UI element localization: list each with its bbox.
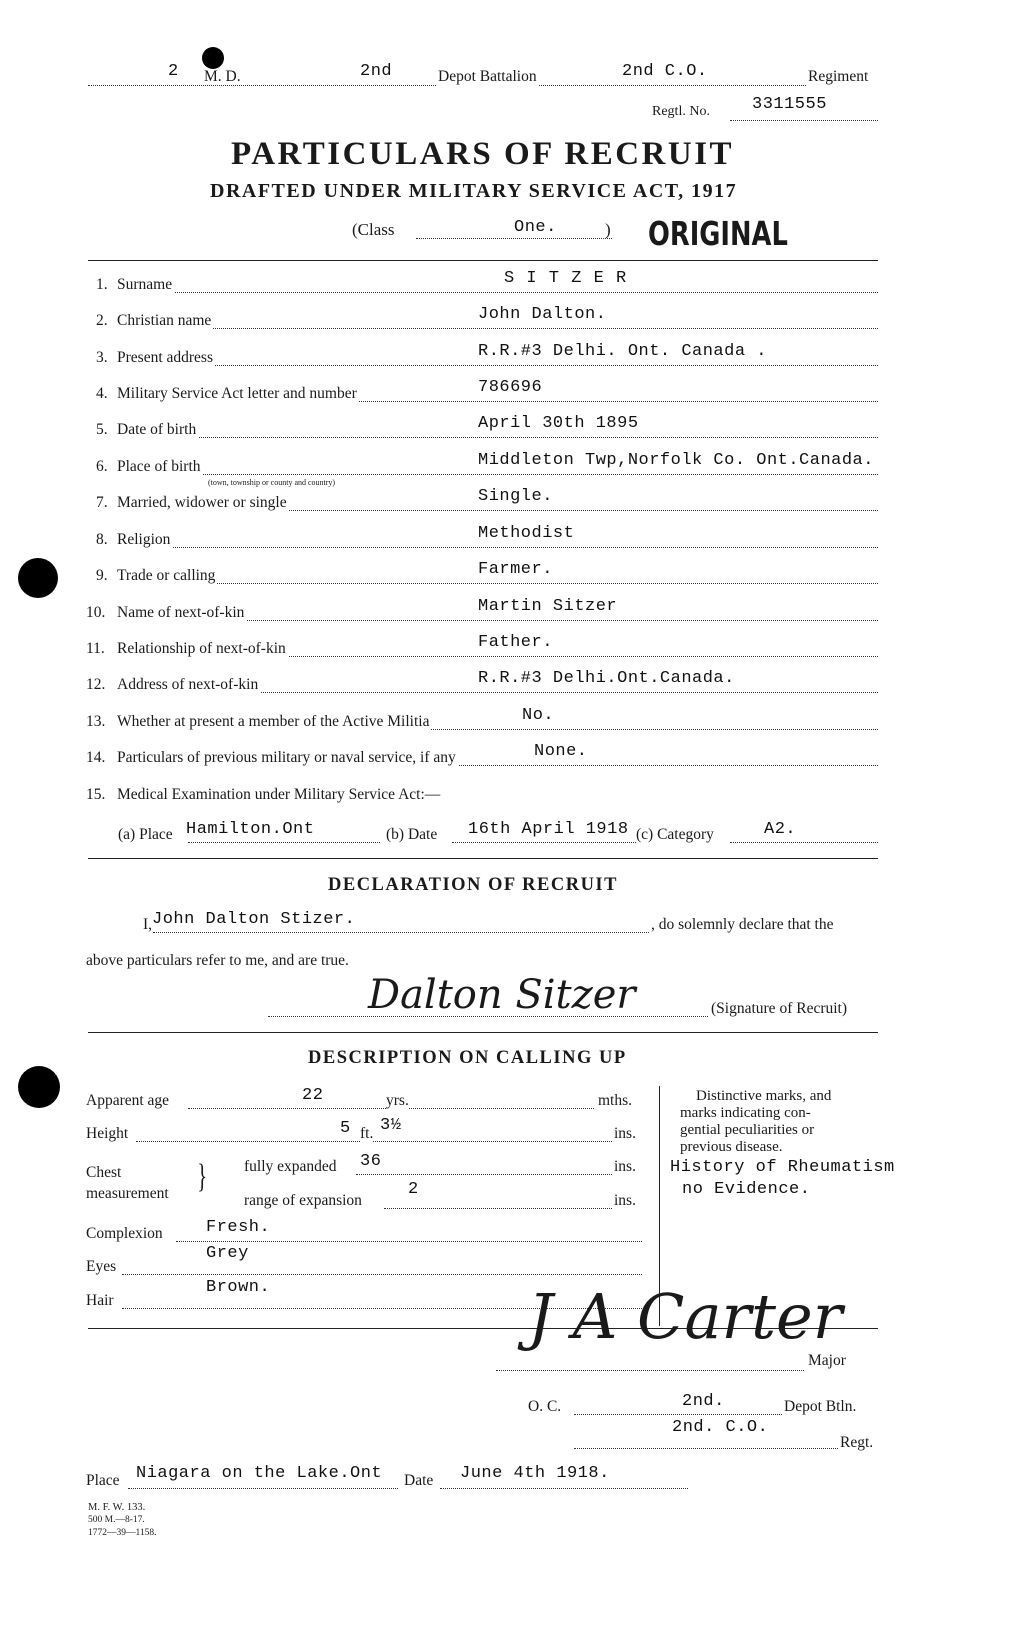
btn-label: Depot Btln.	[784, 1398, 857, 1415]
regiment-label: Regiment	[808, 68, 869, 85]
chest-range-value: 2	[408, 1180, 419, 1199]
item-label: Relationship of next-of-kin	[117, 640, 286, 657]
item-label: Date of birth	[117, 421, 197, 438]
form-subtitle: DRAFTED UNDER MILITARY SERVICE ACT, 1917	[210, 180, 738, 202]
height-ins: ins.	[614, 1125, 636, 1142]
height-ft-label: ft.	[360, 1125, 374, 1142]
depot-value: 2nd	[360, 62, 393, 81]
medical-category-value: A2.	[764, 820, 797, 839]
item-number: 6.	[96, 458, 108, 475]
md-value: 2	[168, 62, 179, 81]
chest-label-1: Chest	[86, 1164, 122, 1181]
chest-fully-ins: ins.	[614, 1158, 636, 1175]
item-label: Trade or calling	[117, 567, 216, 584]
form-number-line: 1772—39—1158.	[88, 1528, 157, 1538]
punch-hole-middle	[18, 558, 58, 598]
class-value: One.	[514, 218, 557, 237]
punch-hole-top	[202, 47, 224, 69]
complexion-value: Fresh.	[206, 1218, 271, 1237]
regt-label: Regt.	[840, 1434, 874, 1451]
item-number: 8.	[96, 531, 108, 548]
item-value: April 30th 1895	[478, 414, 639, 433]
item-value: Farmer.	[478, 560, 553, 579]
recruit-signature: Dalton Sitzer	[368, 972, 636, 1018]
md-label: M. D.	[204, 68, 241, 85]
marks-value-line: History of Rheumatism	[670, 1158, 895, 1177]
marks-heading-line: gential peculiarities or	[680, 1122, 815, 1138]
age-yrs: yrs.	[386, 1092, 409, 1109]
medical-date-value: 16th April 1918	[468, 820, 629, 839]
item-number: 2.	[96, 312, 108, 329]
footer-date-label: Date	[404, 1472, 434, 1489]
item-number: 15.	[86, 786, 106, 803]
recruit-signature-label: (Signature of Recruit)	[711, 1000, 848, 1017]
item-number: 11.	[86, 640, 105, 657]
oc-label: O. C.	[528, 1398, 562, 1415]
item-number: 4.	[96, 385, 108, 402]
footer-date-value: June 4th 1918.	[460, 1464, 610, 1483]
item-label: Military Service Act letter and number	[117, 385, 357, 402]
regtl-label: Regtl. No.	[652, 104, 710, 119]
item-number: 12.	[86, 676, 106, 693]
item-label: Present address	[117, 349, 213, 366]
declaration-solemn: , do solemnly declare that the	[651, 916, 834, 933]
item-value: R.R.#3 Delhi. Ont. Canada .	[478, 342, 767, 361]
item-number: 10.	[86, 604, 106, 621]
regt-value: 2nd. C.O.	[672, 1418, 769, 1437]
hair-label: Hair	[86, 1292, 114, 1309]
height-label: Height	[86, 1125, 129, 1142]
birth-note: (town, township or county and country)	[208, 478, 336, 487]
declaration-i: I,	[143, 916, 153, 933]
eyes-label: Eyes	[86, 1258, 117, 1275]
item-label: Religion	[117, 531, 171, 548]
chest-range-ins: ins.	[614, 1192, 636, 1209]
declaration-name: John Dalton Stizer.	[152, 910, 356, 929]
item-value: 786696	[478, 378, 543, 397]
item-label: Medical Examination under Military Service Act:—	[117, 786, 441, 803]
hair-value: Brown.	[206, 1278, 271, 1297]
medical-place-value: Hamilton.Ont	[186, 820, 315, 839]
item-label: Married, widower or single	[117, 494, 287, 511]
chest-brace: }	[197, 1158, 208, 1195]
item-value: Middleton Twp,Norfolk Co. Ont.Canada.	[478, 451, 874, 470]
item-label: Surname	[117, 276, 173, 293]
complexion-label: Complexion	[86, 1225, 163, 1242]
age-value: 22	[302, 1086, 324, 1105]
item-number: 14.	[86, 749, 106, 766]
form-number-line: M. F. W. 133.	[88, 1502, 146, 1513]
chest-label-2: measurement	[86, 1185, 169, 1202]
item-value: Methodist	[478, 524, 575, 543]
marks-heading-line: marks indicating con-	[680, 1105, 811, 1121]
regiment-value: 2nd C.O.	[622, 62, 708, 81]
footer-place-value: Niagara on the Lake.Ont	[136, 1464, 383, 1483]
chest-fully-value: 36	[360, 1152, 382, 1171]
item-label: Particulars of previous military or naval service, if any	[117, 749, 456, 766]
btn-value: 2nd.	[682, 1392, 725, 1411]
description-heading: DESCRIPTION ON CALLING UP	[308, 1048, 627, 1068]
item-value: None.	[534, 742, 588, 761]
form-title: PARTICULARS OF RECRUIT	[231, 136, 735, 172]
declaration-heading: DECLARATION OF RECRUIT	[328, 875, 618, 895]
item-label: Name of next-of-kin	[117, 604, 245, 621]
chest-range-label: range of expansion	[244, 1192, 362, 1209]
height-ft-value: 5	[340, 1119, 351, 1138]
class-close: )	[605, 220, 611, 239]
form-number-line: 500 M.—8-17.	[88, 1515, 145, 1525]
marks-value-line: no Evidence.	[682, 1180, 811, 1199]
height-in-value: 3½	[380, 1116, 402, 1135]
age-label: Apparent age	[86, 1092, 170, 1109]
item-value: Father.	[478, 633, 553, 652]
class-label: (Class	[352, 220, 395, 239]
item-number: 1.	[96, 276, 108, 293]
item-number: 7.	[96, 494, 108, 511]
depot-label: Depot Battalion	[438, 68, 537, 85]
chest-fully-label: fully expanded	[244, 1158, 337, 1175]
marks-heading-line: Distinctive marks, and	[696, 1088, 832, 1104]
marks-heading-line: previous disease.	[680, 1139, 783, 1155]
eyes-value: Grey	[206, 1244, 249, 1263]
officer-signature: J A Carter	[528, 1280, 843, 1353]
item-value: S I T Z E R	[504, 269, 628, 288]
item-value: Single.	[478, 487, 553, 506]
item-number: 13.	[86, 713, 106, 730]
item-value: John Dalton.	[478, 305, 607, 324]
footer-place-label: Place	[86, 1472, 120, 1489]
item-label: Address of next-of-kin	[117, 676, 259, 693]
item-number: 3.	[96, 349, 108, 366]
item-number: 9.	[96, 567, 108, 584]
item-label: Christian name	[117, 312, 212, 329]
medical-place-label: (a) Place	[118, 826, 173, 843]
punch-hole-lower	[18, 1066, 60, 1108]
declaration-true: above particulars refer to me, and are true.	[86, 952, 349, 969]
age-mths: mths.	[598, 1092, 633, 1109]
item-value: Martin Sitzer	[478, 597, 618, 616]
medical-category-label: (c) Category	[636, 826, 714, 843]
regtl-value: 3311555	[752, 95, 827, 114]
item-number: 5.	[96, 421, 108, 438]
original-stamp: ORIGINAL	[648, 214, 788, 253]
officer-rank: Major	[808, 1352, 846, 1369]
item-value: No.	[522, 706, 555, 725]
item-value: R.R.#3 Delhi.Ont.Canada.	[478, 669, 735, 688]
item-label: Place of birth	[117, 458, 201, 475]
medical-date-label: (b) Date	[386, 826, 438, 843]
item-label: Whether at present a member of the Active Militia	[117, 713, 430, 730]
